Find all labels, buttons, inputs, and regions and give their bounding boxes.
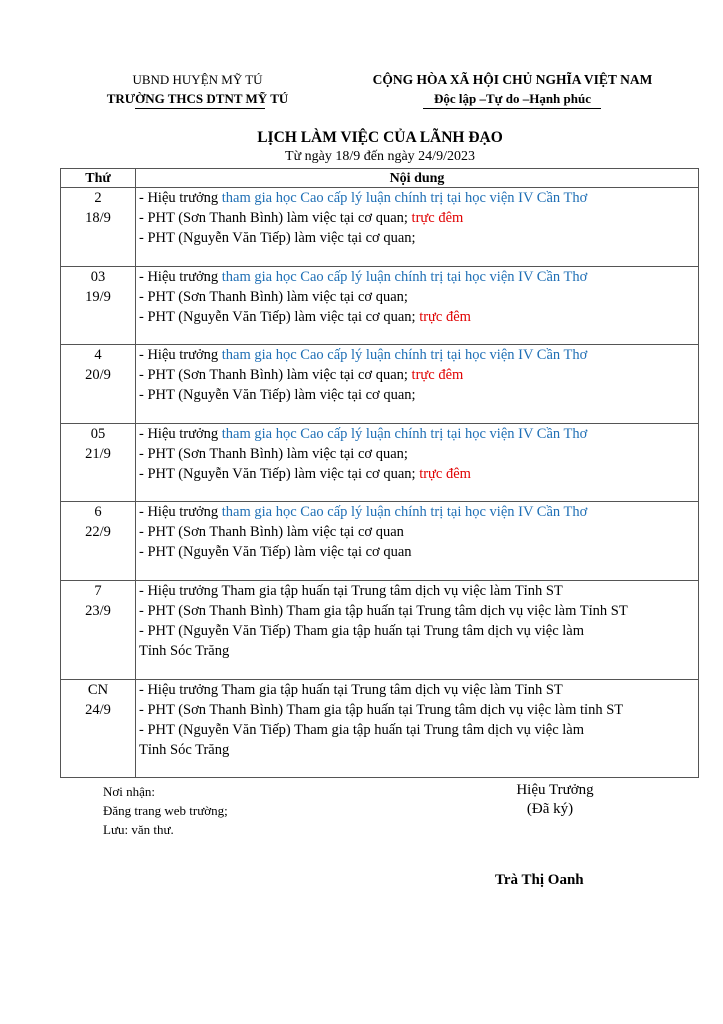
weekday-label: CN [87, 682, 109, 698]
content-line [139, 444, 698, 464]
table-row [61, 188, 699, 267]
col-header-content: Nội dung [136, 169, 699, 188]
activity-highlight: tham gia học Cao cấp lý luận chính trị tại học viện IV Cần Thơ [221, 347, 588, 363]
content-line [139, 720, 698, 740]
date-label: 23/9 [85, 603, 111, 619]
content-line [139, 385, 698, 405]
content-text: - Hiệu trưởng [139, 347, 222, 363]
recipient-item: Đăng trang web trường; [103, 803, 228, 818]
table-row [61, 424, 699, 502]
motto-underline [423, 108, 601, 109]
date-label: 22/9 [85, 524, 111, 540]
night-duty-highlight: trực đêm [419, 466, 471, 482]
nation-header [340, 70, 685, 108]
content-line [139, 502, 698, 522]
content-line [139, 345, 698, 365]
date-label: 21/9 [85, 446, 111, 462]
org-line-2: TRƯỜNG THCS DTNT MỸ TÚ [106, 91, 289, 106]
date-label: 18/9 [85, 210, 111, 226]
day-cell [61, 680, 136, 778]
content-text: - PHT (Sơn Thanh Bình) làm việc tại cơ quan; [139, 210, 412, 226]
content-cell [136, 345, 699, 424]
schedule-body [61, 188, 699, 778]
content-text: - Hiệu trưởng Tham gia tập huấn tại Trung tâm dịch vụ việc làm Tỉnh ST [139, 583, 563, 599]
weekday-label: 2 [94, 190, 102, 206]
day-cell [61, 188, 136, 267]
table-row [61, 581, 699, 680]
content-line [139, 287, 698, 307]
weekday-label: 4 [94, 347, 102, 363]
content-text: - PHT (Nguyễn Văn Tiếp) làm việc tại cơ quan [139, 544, 412, 560]
page-title: LỊCH LÀM VIỆC CỦA LÃNH ĐẠO [257, 129, 503, 146]
content-line [139, 700, 698, 720]
content-text: - PHT (Nguyễn Văn Tiếp) làm việc tại cơ quan; [139, 387, 416, 403]
content-line [139, 208, 698, 228]
content-line [139, 464, 698, 484]
content-text: - PHT (Nguyễn Văn Tiếp) làm việc tại cơ quan; [139, 230, 416, 246]
day-cell [61, 424, 136, 502]
recipient-item: Lưu: văn thư. [103, 822, 174, 837]
table-row [61, 502, 699, 581]
date-label: 24/9 [85, 702, 111, 718]
content-line [139, 365, 698, 385]
weekday-label: 03 [90, 269, 106, 285]
content-line [139, 621, 698, 641]
content-line [139, 307, 698, 327]
weekday-label: 6 [94, 504, 102, 520]
content-text: - Hiệu trưởng [139, 426, 222, 442]
day-cell [61, 345, 136, 424]
content-line [139, 267, 698, 287]
recipients-label: Nơi nhận: [103, 784, 156, 799]
content-line [139, 641, 698, 661]
content-cell [136, 267, 699, 345]
content-text: - PHT (Nguyễn Văn Tiếp) Tham gia tập huấn tại Trung tâm dịch vụ việc làm [139, 623, 585, 639]
schedule-table [60, 168, 699, 778]
content-line [139, 542, 698, 562]
content-line [139, 188, 698, 208]
day-cell [61, 581, 136, 680]
content-cell [136, 581, 699, 680]
content-text: Tỉnh Sóc Trăng [139, 643, 230, 659]
org-line-1: UBND HUYỆN MỸ TÚ [132, 72, 263, 87]
weekday-label: 7 [94, 583, 102, 599]
date-label: 20/9 [85, 367, 111, 383]
content-text: - Hiệu trưởng [139, 190, 222, 206]
content-line [139, 424, 698, 444]
page-subtitle: Từ ngày 18/9 đến ngày 24/9/2023 [285, 149, 475, 164]
day-cell [61, 502, 136, 581]
content-text: - PHT (Sơn Thanh Bình) Tham gia tập huấn tại Trung tâm dịch vụ việc làm Tỉnh ST [139, 603, 628, 619]
content-text: - PHT (Sơn Thanh Bình) làm việc tại cơ quan [139, 524, 404, 540]
weekday-label: 05 [90, 426, 106, 442]
activity-highlight: tham gia học Cao cấp lý luận chính trị tại học viện IV Cần Thơ [221, 504, 588, 520]
content-cell [136, 188, 699, 267]
content-line [139, 601, 698, 621]
content-line [139, 740, 698, 760]
night-duty-highlight: trực đêm [411, 367, 464, 383]
signer-title: Hiệu Trưởng [516, 782, 594, 798]
content-line [139, 680, 698, 700]
table-row [61, 680, 699, 778]
day-cell [61, 267, 136, 345]
night-duty-highlight: trực đêm [411, 210, 464, 226]
night-duty-highlight: trực đêm [419, 309, 471, 325]
content-cell [136, 502, 699, 581]
content-text: - Hiệu trưởng Tham gia tập huấn tại Trung tâm dịch vụ việc làm Tỉnh ST [139, 682, 563, 698]
activity-highlight: tham gia học Cao cấp lý luận chính trị tại học viện IV Cần Thơ [221, 269, 588, 285]
signed-note: (Đã ký) [526, 801, 574, 817]
content-cell [136, 680, 699, 778]
col-header-day: Thứ [61, 169, 136, 188]
content-cell [136, 424, 699, 502]
nation-line-2: Độc lập –Tự do –Hạnh phúc [434, 91, 591, 106]
org-underline [135, 108, 265, 109]
recipients-block [103, 782, 228, 839]
content-line [139, 581, 698, 601]
content-line [139, 522, 698, 542]
table-header-row [61, 169, 699, 188]
org-header [90, 70, 305, 108]
date-label: 19/9 [85, 289, 111, 305]
content-text: - PHT (Sơn Thanh Bình) Tham gia tập huấn tại Trung tâm dịch vụ việc làm tỉnh ST [139, 702, 624, 718]
activity-highlight: tham gia học Cao cấp lý luận chính trị tại học viện IV Cần Thơ [221, 190, 588, 206]
table-row [61, 345, 699, 424]
signer-name: Trà Thị Oanh [495, 872, 584, 888]
content-text: - Hiệu trưởng [139, 269, 222, 285]
content-text: Tỉnh Sóc Trăng [139, 742, 230, 758]
nation-line-1: CỘNG HÒA XÃ HỘI CHỦ NGHĨA VIỆT NAM [372, 72, 653, 87]
content-text: - PHT (Sơn Thanh Bình) làm việc tại cơ quan; [139, 289, 408, 305]
content-text: - PHT (Nguyễn Văn Tiếp) làm việc tại cơ quan; [139, 309, 420, 325]
content-line [139, 228, 698, 248]
activity-highlight: tham gia học Cao cấp lý luận chính trị tại học viện IV Cần Thơ [221, 426, 588, 442]
content-text: - Hiệu trưởng [139, 504, 222, 520]
content-text: - PHT (Sơn Thanh Bình) làm việc tại cơ quan; [139, 367, 412, 383]
content-text: - PHT (Nguyễn Văn Tiếp) Tham gia tập huấn tại Trung tâm dịch vụ việc làm [139, 722, 585, 738]
content-text: - PHT (Sơn Thanh Bình) làm việc tại cơ quan; [139, 446, 408, 462]
table-row [61, 267, 699, 345]
content-text: - PHT (Nguyễn Văn Tiếp) làm việc tại cơ quan; [139, 466, 420, 482]
